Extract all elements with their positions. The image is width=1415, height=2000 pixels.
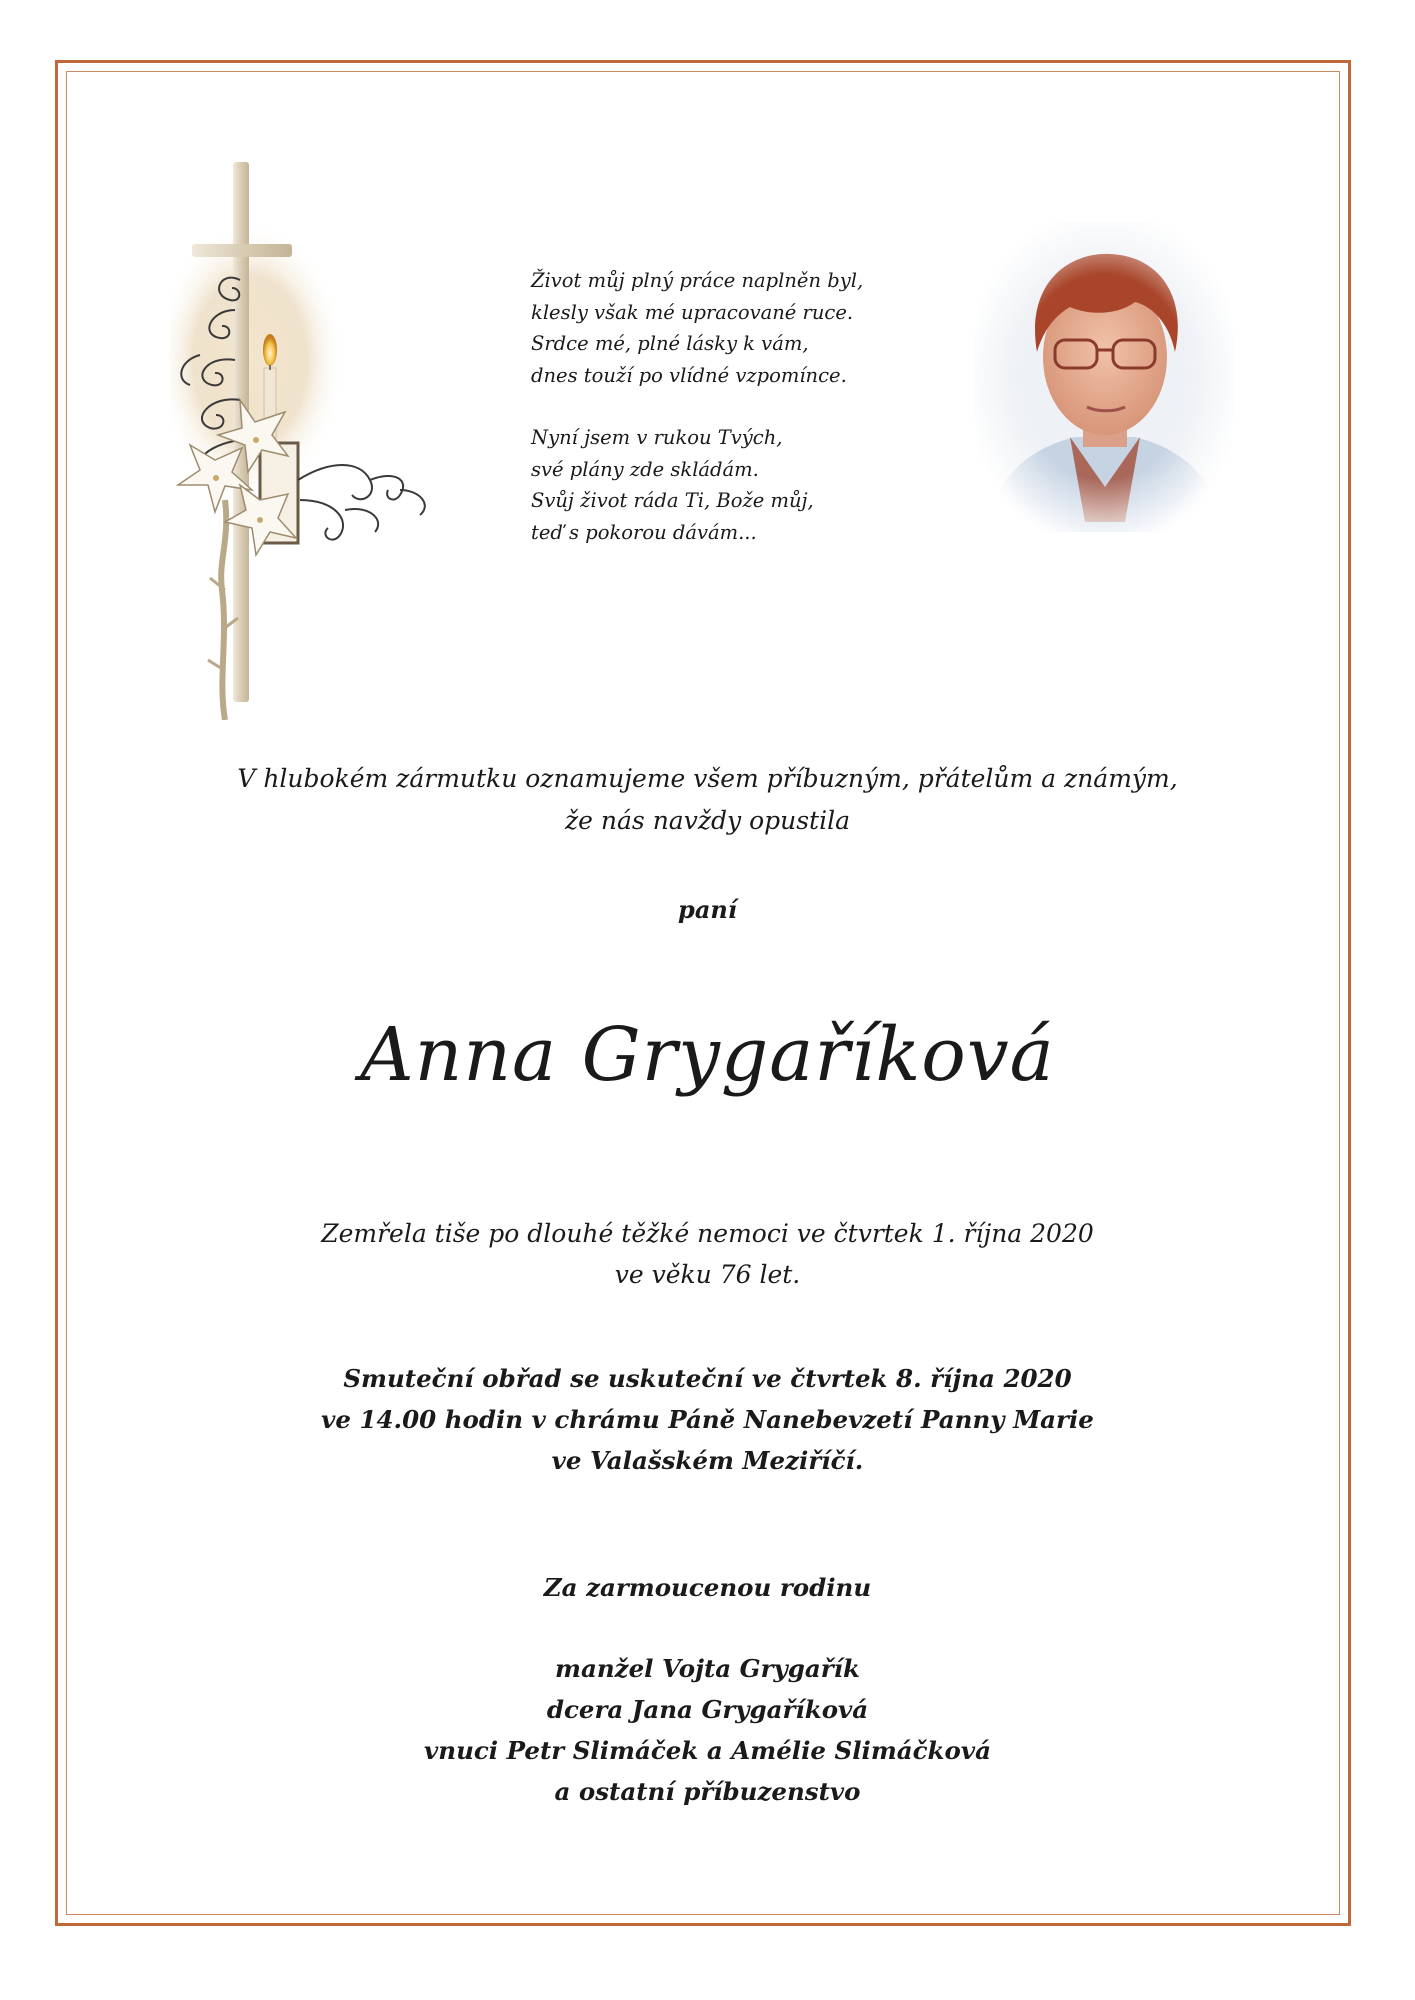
- poem-stanza: [531, 265, 951, 391]
- poem: [531, 265, 951, 579]
- family-member: manžel Vojta Grygařík: [555, 1654, 860, 1683]
- honorific: paní: [678, 895, 737, 924]
- portrait-photo: [975, 222, 1233, 532]
- poem-stanza: [531, 422, 951, 548]
- poem-line: teď s pokorou dávám...: [531, 520, 757, 544]
- family-member: dcera Jana Grygaříková: [546, 1695, 869, 1724]
- poem-line: Nyní jsem v rukou Tvých,: [531, 426, 783, 449]
- deceased-name: Anna Grygaříková: [360, 1012, 1055, 1098]
- cross-candle-illustration: [170, 160, 460, 720]
- death-info-line: ve věku 76 let.: [614, 1260, 801, 1289]
- family-member: vnuci Petr Slimáček a Amélie Slimáčková: [424, 1736, 991, 1765]
- death-info-line: Zemřela tiše po dlouhé těžké nemoci ve čtvrtek 1. října 2020: [321, 1219, 1094, 1248]
- death-info: [100, 1213, 1315, 1295]
- ceremony-info: [100, 1358, 1315, 1481]
- poem-line: klesly však mé upracované ruce.: [531, 300, 854, 324]
- poem-line: své plány zde skládám.: [531, 457, 759, 481]
- family-heading: Za zarmoucenou rodinu: [543, 1573, 872, 1602]
- announcement-line: V hlubokém zármutku oznamujeme všem příbuzným, přátelům a známým,: [237, 764, 1178, 793]
- family-members: [100, 1648, 1315, 1812]
- ceremony-line: ve 14.00 hodin v chrámu Páně Nanebevzetí Panny Marie: [321, 1405, 1094, 1434]
- poem-line: dnes touží po vlídné vzpomínce.: [531, 363, 847, 387]
- announcement: [100, 758, 1315, 842]
- poem-line: Život můj plný práce naplněn byl,: [531, 269, 864, 292]
- poem-line: Svůj život ráda Ti, Bože můj,: [531, 489, 814, 512]
- family-member: a ostatní příbuzenstvo: [554, 1777, 861, 1806]
- ceremony-line: ve Valašském Meziříčí.: [551, 1446, 864, 1475]
- announcement-line: že nás navždy opustila: [565, 806, 850, 835]
- ceremony-line: Smuteční obřad se uskuteční ve čtvrtek 8. října 2020: [343, 1364, 1072, 1393]
- poem-line: Srdce mé, plné lásky k vám,: [531, 332, 809, 355]
